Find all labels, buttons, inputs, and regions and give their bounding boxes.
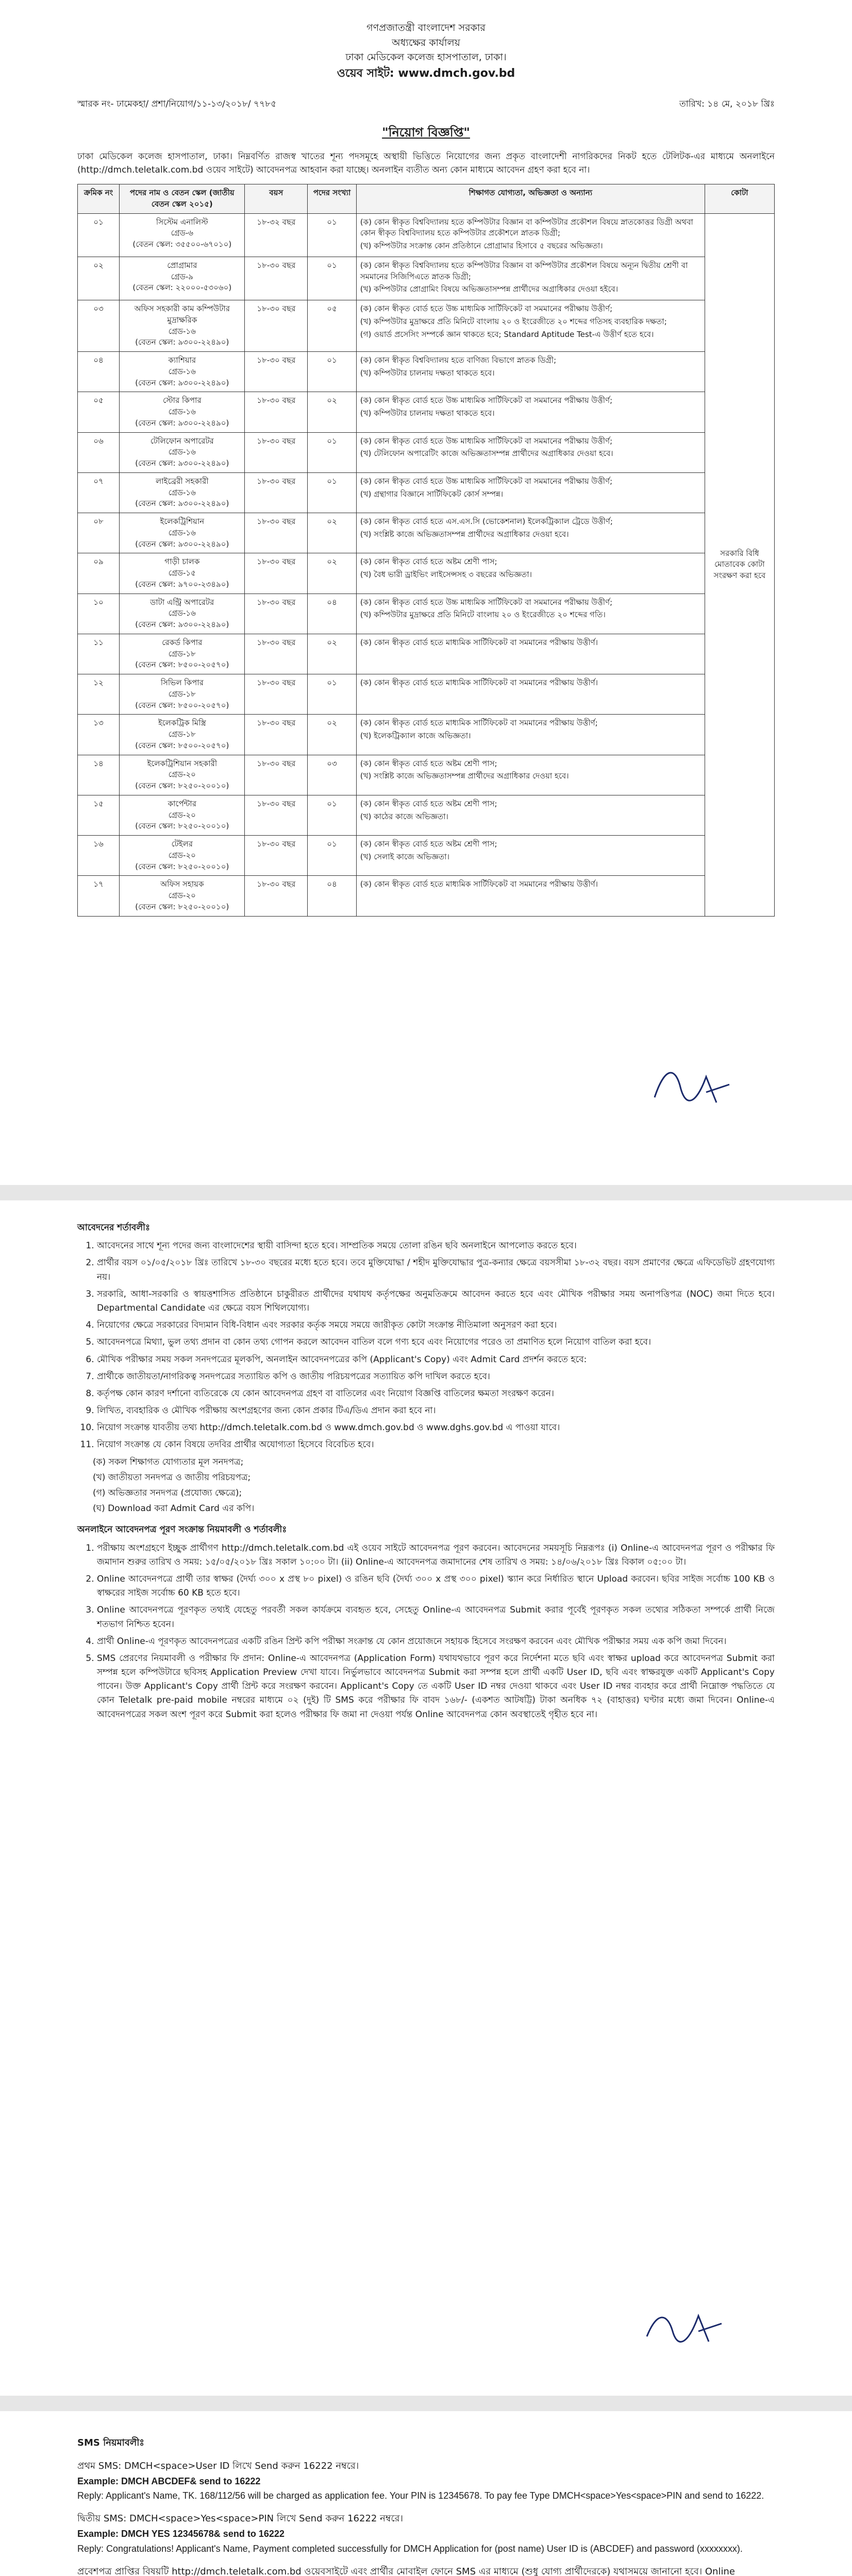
row-serial: ০২ bbox=[78, 257, 120, 300]
row-age: ১৮-৩০ বছর bbox=[245, 876, 308, 916]
sms-step-2 bbox=[77, 2512, 775, 2556]
post-scale: (বেতন স্কেল: ৮৫০০-২০৫৭০) bbox=[135, 700, 229, 710]
post-grade: গ্রেড-৬ bbox=[171, 228, 194, 238]
post-scale: (বেতন স্কেল: ৩৫৫০০-৬৭০১০) bbox=[132, 240, 232, 249]
post-post: ইলেকট্রিক মিস্ত্রি bbox=[158, 718, 206, 728]
table-row bbox=[78, 300, 775, 352]
qualification-line: (খ) সংশ্লিষ্ট কাজে অভিজ্ঞতাসম্পন্ন প্রার্থীদের অগ্রাধিকার দেওয়া হবে। bbox=[360, 771, 569, 781]
condition-item: 7. প্রার্থীকে জাতীয়তা/নাগরিকত্ব সনদপত্রের সত্যায়িত কপি ও জাতীয় পরিচয়পত্রের সত্যায়িত কপি দাখিল করতে হবে। bbox=[97, 1370, 775, 1384]
row-count: ০৪ bbox=[308, 594, 357, 634]
post-grade: গ্রেড-১৬ bbox=[168, 608, 196, 618]
qualification-line: (ক) কোন স্বীকৃত বোর্ড হতে অষ্টম শ্রেণী পাস; bbox=[360, 799, 497, 808]
post-scale: (বেতন স্কেল: ৯৩০০-২২৪৯০) bbox=[135, 337, 229, 347]
row-count: ০২ bbox=[308, 513, 357, 553]
condition-item: 8. কর্তৃপক্ষ কোন কারণ দর্শানো ব্যতিরেকে যে কোন আবেদনপত্র গ্রহণ বা বাতিলের এবং নিয়োগ বিজ্ঞপ্তি বাতিলের ক্ষমতা সংরক্ষণ করেন। bbox=[97, 1387, 775, 1401]
sms-step-2-reply: Reply: Congratulations! Applicant's Name, Payment completed successfully for DMCH Application for (post name) User ID is (ABCDEF) and password (xxxxxxxx). bbox=[77, 2543, 743, 2554]
row-age: ১৮-৩০ বছর bbox=[245, 513, 308, 553]
row-age: ১৮-৩০ বছর bbox=[245, 594, 308, 634]
row-age: ১৮-৩০ বছর bbox=[245, 472, 308, 513]
row-post bbox=[120, 594, 245, 634]
qualification-line: (ক) কোন স্বীকৃত বোর্ড হতে উচ্চ মাধ্যমিক সার্টিফিকেট বা সমমানের পরীক্ষায় উত্তীর্ণ; bbox=[360, 597, 613, 607]
row-qualification bbox=[356, 715, 705, 755]
row-qualification bbox=[356, 594, 705, 634]
post-scale: (বেতন স্কেল: ৯৩০০-২২৪৯০) bbox=[135, 620, 229, 630]
post-grade: গ্রেড-১৬ bbox=[168, 528, 196, 537]
qualification-line: (ক) কোন স্বীকৃত বোর্ড হতে উচ্চ মাধ্যমিক সার্টিফিকেট বা সমমানের পরীক্ষায় উত্তীর্ণ; bbox=[360, 396, 613, 405]
sms-step-2-example: Example: DMCH YES 12345678& send to 16222 bbox=[77, 2528, 285, 2539]
condition-item: 9. লিখিত, ব্যবহারিক ও মৌখিক পরীক্ষায় অংশগ্রহণের জন্য কোন প্রকার টিএ/ডিএ প্রদান করা হবে না। bbox=[97, 1404, 775, 1418]
online-rules-list bbox=[77, 1541, 775, 1722]
row-qualification bbox=[356, 755, 705, 795]
notice-page-1 bbox=[0, 0, 852, 1185]
row-serial: ১২ bbox=[78, 674, 120, 715]
post-scale: (বেতন স্কেল: ৯৩০০-২২৪৯০) bbox=[135, 499, 229, 509]
signature-mark-1 bbox=[644, 1056, 737, 1113]
row-count: ০১ bbox=[308, 432, 357, 472]
table-row bbox=[78, 213, 775, 257]
row-post bbox=[120, 300, 245, 352]
row-age: ১৮-৩০ বছর bbox=[245, 352, 308, 392]
post-scale: (বেতন স্কেল: ২২০০০-৫৩০৬০) bbox=[132, 283, 232, 293]
post-post: প্রোগ্রামার bbox=[167, 260, 197, 270]
table-row bbox=[78, 392, 775, 432]
row-count: ০৪ bbox=[308, 876, 357, 916]
sms-step-1-example: Example: DMCH ABCDEF& send to 16222 bbox=[77, 2476, 261, 2486]
row-qualification bbox=[356, 472, 705, 513]
online-rule-item: 1. পরীক্ষায় অংশগ্রহণে ইচ্ছুক প্রার্থীগণ http://dmch.teletalk.com.bd এই ওয়েব সাইটে আবেদনপত্র পূরণ করবেন। আবেদনের সময়সূচি নিম্নরূপঃ (i) Online-এ আবেদনপত্র পূরণ ও পরীক্ষার ফি জমাদান শুরুর তারিখ ও সময়: ১৫/০৫/২০১৮ খ্রিঃ সকাল ১০:০০ টা। (ii) Online-এ আবেদনপত্র জমাদানের শেষ তারিখ ও সময়: ১৪/০৬/২০১৮ খ্রিঃ বিকাল ০৫:০০ টা। bbox=[97, 1541, 775, 1569]
qualification-line: (ক) কোন স্বীকৃত বোর্ড হতে মাধ্যমিক সার্টিফিকেট বা সমমানের পরীক্ষায় উত্তীর্ণ; bbox=[360, 718, 598, 728]
post-post: লাইব্রেরী সহকারী bbox=[156, 476, 209, 486]
table-row bbox=[78, 432, 775, 472]
row-age: ১৮-৩০ বছর bbox=[245, 674, 308, 715]
notice-title: "নিয়োগ বিজ্ঞপ্তি" bbox=[382, 125, 470, 140]
table-header-cell: কোটা bbox=[705, 184, 774, 214]
row-count: ০২ bbox=[308, 715, 357, 755]
notice-page-3 bbox=[0, 2411, 852, 2576]
row-post bbox=[120, 257, 245, 300]
row-qualification bbox=[356, 674, 705, 715]
post-post: অফিস সহায়ক bbox=[160, 879, 204, 889]
qualification-line: (গ) ওয়ার্ড প্রসেসিং সম্পর্কে জ্ঞান থাকতে হবে; Standard Aptitude Test-এ উত্তীর্ণ হতে হবে। bbox=[360, 329, 654, 339]
govt-line: গণপ্রজাতন্ত্রী বাংলাদেশ সরকার bbox=[366, 22, 486, 33]
post-post: টেলিফোন অপারেটর bbox=[150, 436, 214, 446]
online-rule-item: 3. Online আবেদনপত্রে পূরণকৃত তথ্যই যেহেতু পরবর্তী সকল কার্যক্রমে ব্যবহৃত হবে, সেহেতু Online-এ আবেদনপত্র Submit করার পূর্বেই পূরণকৃত সকল তথ্যের সঠিকতা সম্পর্কে প্রার্থী নিজে শতভাগ নিশ্চিত হবেন। bbox=[97, 1603, 775, 1631]
row-age: ১৮-৩০ বছর bbox=[245, 715, 308, 755]
qualification-line: (খ) ইলেকট্রিক্যাল কাজে অভিজ্ঞতা। bbox=[360, 731, 471, 741]
post-post: স্টোর কিপার bbox=[162, 396, 202, 405]
row-age: ১৮-৩০ বছর bbox=[245, 392, 308, 432]
row-count: ০২ bbox=[308, 634, 357, 674]
post-scale: (বেতন স্কেল: ৮২৫০-২০০১০) bbox=[135, 821, 229, 831]
online-rule-item: 2. Online আবেদনপত্রে প্রার্থী তার স্বাক্ষর (দৈর্ঘ্য ৩০০ x প্রস্থ ৮০ pixel) ও রঙিন ছবি (দৈর্ঘ্য ৩০০ x প্রস্থ ৩০০ pixel) স্ক্যান করে নির্ধারিত স্থানে Upload করবেন। ছবির সাইজ সর্বোচ্চ 100 KB ও স্বাক্ষরের সাইজ সর্বোচ্চ 60 KB হতে হবে। bbox=[97, 1572, 775, 1600]
sms-step-2-label: দ্বিতীয় SMS: DMCH<space>Yes<space>PIN লিখে Send করুন 16222 নম্বরে। bbox=[77, 2513, 403, 2524]
memo-number: স্মারক নং- ঢামেকহা/ প্রশা/নিয়োগ/১১-১৩/২০১৮/ ৭৭৮৫ bbox=[77, 98, 277, 109]
qualification-line: (খ) কম্পিউটার চালনায় দক্ষতা থাকতে হবে। bbox=[360, 368, 495, 378]
row-serial: ০৮ bbox=[78, 513, 120, 553]
table-header-cell: পদের নাম ও বেতন স্কেল (জাতীয় বেতন স্কেল ২০১৫) bbox=[120, 184, 245, 214]
row-count: ০১ bbox=[308, 836, 357, 876]
post-post: ডাটা এন্ট্রি অপারেটর bbox=[150, 597, 214, 607]
row-qualification bbox=[356, 432, 705, 472]
sms-step-1 bbox=[77, 2459, 775, 2503]
post-post: সিস্টেম এনালিস্ট bbox=[156, 217, 208, 227]
row-count: ০৫ bbox=[308, 300, 357, 352]
post-scale: (বেতন স্কেল: ৮২৫০-২০০১০) bbox=[135, 781, 229, 791]
row-post bbox=[120, 715, 245, 755]
post-scale: (বেতন স্কেল: ৮২৫০-২০০১০) bbox=[135, 861, 229, 871]
post-grade: গ্রেড-২০ bbox=[168, 891, 196, 901]
post-post: রেকর্ড কিপার bbox=[162, 637, 203, 647]
qualification-line: (খ) টেলিফোন অপারেটিং কাজে অভিজ্ঞতাসম্পন্ন প্রার্থীদের অগ্রাধিকার দেওয়া হবে। bbox=[360, 449, 613, 459]
memo-row bbox=[77, 97, 775, 112]
notice-page-2 bbox=[0, 1200, 852, 2396]
conditions-section bbox=[77, 1200, 775, 1722]
sms-step-1-label: প্রথম SMS: DMCH<space>User ID লিখে Send করুন 16222 নম্বরে। bbox=[77, 2460, 359, 2471]
row-age: ১৮-৩০ বছর bbox=[245, 634, 308, 674]
qualification-line: (খ) কাঠের কাজে অভিজ্ঞতা। bbox=[360, 811, 448, 821]
row-qualification bbox=[356, 553, 705, 594]
table-row bbox=[78, 472, 775, 513]
conditions-list bbox=[77, 1239, 775, 1452]
row-count: ০১ bbox=[308, 257, 357, 300]
quota-note: সরকারি বিধি মোতাবেক কোটা সংরক্ষণ করা হবে bbox=[705, 213, 774, 916]
qualification-line: (খ) কম্পিউটার সংক্রান্ত কোন প্রতিষ্ঠানে প্রোগ্রামার হিসাবে ৫ বছরের অভিজ্ঞতা। bbox=[360, 241, 603, 251]
row-post bbox=[120, 213, 245, 257]
row-age: ১৮-৩০ বছর bbox=[245, 257, 308, 300]
condition-item: 11. নিয়োগ সংক্রান্ত যে কোন বিষয়ে তদবির প্রার্থীর অযোগ্যতা হিসেবে বিবেচিত হবে। bbox=[97, 1438, 775, 1452]
table-row bbox=[78, 795, 775, 835]
online-rule-item: 5. SMS প্রেরণের নিয়মাবলী ও পরীক্ষার ফি প্রদান: Online-এ আবেদনপত্র (Application Form) যথাযথভাবে পূরণ করে নির্দেশনা মতে ছবি এবং স্বাক্ষর upload করে আবেদনপত্র Submit করা সম্পন্ন হলে কম্পিউটারে ছবিসহ Application Preview দেখা যাবে। নির্ভুলভাবে আবেদনপত্র Submit করা সম্পন্ন হলে প্রার্থী একটি User ID, ছবি এবং স্বাক্ষরযুক্ত একটি Applicant's Copy পাবেন। উক্ত Applicant's Copy প্রার্থী প্রিন্ট করে সংরক্ষণ করবেন। Applicant's Copy তে একটি User ID নম্বর দেওয়া থাকবে এবং User ID নম্বর ব্যবহার করে প্রার্থী নিম্নোক্ত পদ্ধতিতে যে কোন Teletalk pre-paid mobile নম্বরের মাধ্যমে ০২ (দুই) টি SMS করে পরীক্ষার ফি বাবদ ১৬৮/- (একশত আটষট্টি) টাকা অনধিক ৭২ (বাহাত্তর) ঘণ্টার মধ্যে জমা দিবেন। Online-এ আবেদনপত্রের সকল অংশ পূরণ করে Submit করা হলেও পরীক্ষার ফি জমা না দেওয়া পর্যন্ত Online আবেদনপত্র কোন অবস্থাতেই গৃহীত হবে না। bbox=[97, 1652, 775, 1722]
table-header-cell: শিক্ষাগত যোগ্যতা, অভিজ্ঞতা ও অন্যান্য bbox=[356, 184, 705, 214]
table-row bbox=[78, 553, 775, 594]
row-count: ০২ bbox=[308, 392, 357, 432]
row-count: ০৩ bbox=[308, 755, 357, 795]
row-serial: ০৪ bbox=[78, 352, 120, 392]
condition-item: 6. মৌখিক পরীক্ষার সময় সকল সনদপত্রের মূলকপি, অনলাইন আবেদনপত্রের কপি (Applicant's Copy) এবং Admit Card প্রদর্শন করতে হবে: bbox=[97, 1353, 775, 1367]
post-post: ইলেকট্রিশিয়ান bbox=[160, 517, 205, 527]
post-post: সিভিল কিপার bbox=[160, 678, 204, 688]
row-post bbox=[120, 432, 245, 472]
memo-date: তারিখ: ১৪ মে, ২০১৮ খ্রিঃ bbox=[679, 98, 775, 109]
row-serial: ১৩ bbox=[78, 715, 120, 755]
post-grade: গ্রেড-১৮ bbox=[168, 730, 196, 739]
row-post bbox=[120, 755, 245, 795]
row-serial: ১৫ bbox=[78, 795, 120, 835]
qualification-line: (ক) কোন স্বীকৃত বোর্ড হতে উচ্চ মাধ্যমিক সার্টিফিকেট বা সমমানের পরীক্ষায় উত্তীর্ণ; bbox=[360, 476, 613, 486]
row-post bbox=[120, 876, 245, 916]
post-scale: (বেতন স্কেল: ৯৩০০-২২৪৯০) bbox=[135, 539, 229, 549]
row-serial: ০৬ bbox=[78, 432, 120, 472]
qualification-line: (খ) কম্পিউটার চালনায় দক্ষতা থাকতে হবে। bbox=[360, 409, 495, 418]
online-heading: অনলাইনে আবেদনপত্র পূরণ সংক্রান্ত নিয়মাবলী ও শর্তাবলীঃ bbox=[77, 1524, 287, 1535]
row-qualification bbox=[356, 513, 705, 553]
condition-sub-item: (গ) অভিজ্ঞতার সনদপত্র (প্রযোজ্য ক্ষেত্রে); bbox=[93, 1488, 242, 1498]
table-row bbox=[78, 257, 775, 300]
qualification-line: (ক) কোন স্বীকৃত বোর্ড হতে অষ্টম শ্রেণী পাস; bbox=[360, 758, 497, 768]
qualification-line: (ক) কোন স্বীকৃত বোর্ড হতে এস.এস.সি (ভোকেশনাল) ইলেকট্রিক্যাল ট্রেডে উত্তীর্ণ; bbox=[360, 517, 613, 527]
qualification-line: (ক) কোন স্বীকৃত বোর্ড হতে অষ্টম শ্রেণী পাস; bbox=[360, 557, 497, 567]
post-post: টেইলর bbox=[171, 839, 193, 849]
row-qualification bbox=[356, 836, 705, 876]
table-row bbox=[78, 352, 775, 392]
row-post bbox=[120, 795, 245, 835]
row-age: ১৮-৩০ বছর bbox=[245, 553, 308, 594]
row-age: ১৮-৩০ বছর bbox=[245, 836, 308, 876]
post-scale: (বেতন স্কেল: ৯৩০০-২২৪৯০) bbox=[135, 378, 229, 387]
row-post bbox=[120, 634, 245, 674]
table-row bbox=[78, 715, 775, 755]
table-row bbox=[78, 836, 775, 876]
row-serial: ০১ bbox=[78, 213, 120, 257]
qualification-line: (খ) কম্পিউটার প্রোগ্রামিং বিষয়ে অভিজ্ঞতাসম্পন্ন প্রার্থীদের অগ্রাধিকার দেওয়া হইবে। bbox=[360, 284, 619, 294]
qualification-line: (খ) গ্রন্থাগার বিজ্ঞানে সার্টিফিকেট কোর্স সম্পন্ন। bbox=[360, 489, 504, 499]
row-qualification bbox=[356, 392, 705, 432]
row-age: ১৮-৩২ বছর bbox=[245, 213, 308, 257]
qualification-line: (ক) কোন স্বীকৃত বিশ্ববিদ্যালয় হতে কম্পিউটার বিজ্ঞান বা কম্পিউটার প্রকৌশল বিষয়ে স্নাতকোত্তর ডিগ্রী অথবা কোন স্বীকৃত বিশ্ববিদ্যালয় হতে কম্পিউটার প্রকৌশলে স্নাতক ডিগ্রী; bbox=[360, 217, 693, 238]
table-row bbox=[78, 634, 775, 674]
table-row bbox=[78, 594, 775, 634]
qualification-line: (ক) কোন স্বীকৃত বিশ্ববিদ্যালয় হতে বাণিজ্য বিভাগে স্নাতক ডিগ্রী; bbox=[360, 355, 557, 365]
post-scale: (বেতন স্কেল: ৮২৫০-২০০১০) bbox=[135, 902, 229, 911]
table-row bbox=[78, 755, 775, 795]
row-age: ১৮-৩০ বছর bbox=[245, 300, 308, 352]
post-grade: গ্রেড-২০ bbox=[168, 810, 196, 820]
qualification-line: (ক) কোন স্বীকৃত বোর্ড হতে উচ্চ মাধ্যমিক সার্টিফিকেট বা সমমানের পরীক্ষায় উত্তীর্ণ; bbox=[360, 436, 613, 446]
qualification-line: (ক) কোন স্বীকৃত বিশ্ববিদ্যালয় হতে কম্পিউটার বিজ্ঞান বা কম্পিউটার প্রকৌশল বিষয়ে অন্যূন দ্বিতীয় শ্রেণী বা সমমানের সিজিপিএতে স্নাতক ডিগ্রী; bbox=[360, 260, 688, 281]
row-serial: ০৯ bbox=[78, 553, 120, 594]
condition-item: 3. সরকারি, আধা-সরকারি ও স্বায়ত্তশাসিত প্রতিষ্ঠানে চাকুরীরত প্রার্থীদের যথাযথ কর্তৃপক্ষের অনুমতিক্রমে আবেদন করতে হবে এবং মৌখিক পরীক্ষার সময় অনাপত্তিপত্র (NOC) জমা দিতে হবে। Departmental Candidate এর ক্ষেত্রে বয়স শিথিলযোগ্য। bbox=[97, 1287, 775, 1315]
qualification-line: (ক) কোন স্বীকৃত বোর্ড হতে মাধ্যমিক সার্টিফিকেট বা সমমানের পরীক্ষায় উত্তীর্ণ। bbox=[360, 637, 598, 647]
row-qualification bbox=[356, 257, 705, 300]
row-serial: ১৬ bbox=[78, 836, 120, 876]
post-scale: (বেতন স্কেল: ৯৩০০-২২৪৯০) bbox=[135, 418, 229, 428]
row-qualification bbox=[356, 795, 705, 835]
row-serial: ০৫ bbox=[78, 392, 120, 432]
signature-mark-2 bbox=[639, 2298, 732, 2354]
qualification-line: (ক) কোন স্বীকৃত বোর্ড হতে মাধ্যমিক সার্টিফিকেট বা সমমানের পরীক্ষায় উত্তীর্ণ। bbox=[360, 678, 598, 688]
row-qualification bbox=[356, 634, 705, 674]
post-grade: গ্রেড-১৬ bbox=[168, 366, 196, 376]
post-grade: গ্রেড-১৮ bbox=[168, 649, 196, 658]
post-scale: (বেতন স্কেল: ৯৭০০-২৩৪৯০) bbox=[135, 579, 229, 589]
post-grade: গ্রেড-১৬ bbox=[168, 326, 196, 336]
institution-line: ঢাকা মেডিকেল কলেজ হাসপাতাল, ঢাকা। bbox=[345, 52, 507, 63]
row-post bbox=[120, 513, 245, 553]
condition-item: 4. নিয়োগের ক্ষেত্রে সরকারের বিদ্যমান বিধি-বিধান এবং সরকার কর্তৃক সময়ে সময়ে জারীকৃত কোটা সংক্রান্ত নীতিমালা অনুসরণ করা হবে। bbox=[97, 1318, 775, 1332]
conditions-heading: আবেদনের শর্তাবলীঃ bbox=[77, 1223, 151, 1233]
post-grade: গ্রেড-৯ bbox=[171, 272, 194, 281]
table-header-cell: ক্রমিক নং bbox=[78, 184, 120, 214]
row-count: ০১ bbox=[308, 674, 357, 715]
qualification-line: (খ) বৈধ ভারী ড্রাইভিং লাইসেন্সসহ ৩ বছরের অভিজ্ঞতা। bbox=[360, 570, 532, 580]
qualification-line: (খ) কম্পিউটার মুদ্রাক্ষরে প্রতি মিনিটে বাংলায় ২০ ও ইংরেজীতে ২০ শব্দের গতিসহ ব্যবহারিক দক্ষতা; bbox=[360, 316, 667, 326]
row-serial: ০৭ bbox=[78, 472, 120, 513]
table-row bbox=[78, 876, 775, 916]
row-qualification bbox=[356, 876, 705, 916]
row-count: ০১ bbox=[308, 352, 357, 392]
condition-item: 5. আবেদনপত্রে মিথ্যা, ভুল তথ্য প্রদান বা কোন তথ্য গোপন করলে আবেদন বাতিল বলে গণ্য হবে এবং নিয়োগের পরেও তা প্রমাণিত হলে নিয়োগ বাতিল করা হবে। bbox=[97, 1335, 775, 1349]
condition-item: 1. আবেদনের সাথে শূন্য পদের জন্য বাংলাদেশের স্থায়ী বাসিন্দা হতে হবে। সাম্প্রতিক সময়ে তোলা রঙিন ছবি অনলাইনে আপলোড করতে হবে। bbox=[97, 1239, 775, 1253]
row-age: ১৮-৩০ বছর bbox=[245, 795, 308, 835]
office-line: অধ্যক্ষের কার্যালয় bbox=[392, 37, 460, 48]
admit-note: প্রবেশপত্র প্রাপ্তির বিষয়টি http://dmch.teletalk.com.bd ওয়েবসাইটে এবং প্রার্থীর মোবাইল ফোনে SMS এর মাধ্যমে (শুধু যোগ্য প্রার্থীদেরকে) যথাসময়ে জানানো হবে। Online bbox=[77, 2566, 735, 2576]
table-header-cell: পদের সংখ্যা bbox=[308, 184, 357, 214]
post-post: ইলেকট্রিশিয়ান সহকারী bbox=[147, 758, 218, 768]
condition-sub-item: (ঘ) Download করা Admit Card এর কপি। bbox=[93, 1503, 255, 1514]
row-serial: ১৭ bbox=[78, 876, 120, 916]
table-body bbox=[78, 213, 775, 916]
post-grade: গ্রেড-১৬ bbox=[168, 487, 196, 497]
qualification-line: (খ) সংশ্লিষ্ট কাজে অভিজ্ঞতাসম্পন্ন প্রার্থীদের অগ্রাধিকার দেওয়া হবে। bbox=[360, 529, 569, 539]
letterhead bbox=[77, 0, 775, 82]
row-age: ১৮-৩০ বছর bbox=[245, 755, 308, 795]
row-serial: ১০ bbox=[78, 594, 120, 634]
row-post bbox=[120, 553, 245, 594]
notice-intro: ঢাকা মেডিকেল কলেজ হাসপাতাল, ঢাকা। নিম্নবর্ণিত রাজস্ব খাতের শূন্য পদসমূহে অস্থায়ী ভিত্তিতে নিয়োগের জন্য প্রকৃত বাংলাদেশী নাগরিকদের নিকট হতে টেলিটক-এর মাধ্যমে অনলাইনে (http://dmch.teletalk.com.bd ওয়েব সাইটে) আবেদনপত্র আহবান করা যাচ্ছে। অনলাইন ব্যতীত অন্য কোন মাধ্যমে আবেদন গ্রহণ করা হবে না। bbox=[77, 151, 775, 175]
table-header-cell: বয়স bbox=[245, 184, 308, 214]
row-post bbox=[120, 836, 245, 876]
post-grade: গ্রেড-২০ bbox=[168, 850, 196, 860]
row-age: ১৮-৩০ বছর bbox=[245, 432, 308, 472]
row-post bbox=[120, 392, 245, 432]
post-post: অফিস সহকারী কাম কম্পিউটার মুদ্রাক্ষরিক bbox=[134, 304, 230, 325]
qualification-line: (ক) কোন স্বীকৃত বোর্ড হতে অষ্টম শ্রেণী পাস; bbox=[360, 839, 497, 849]
post-post: কার্পেন্টার bbox=[168, 799, 197, 808]
row-serial: ১৪ bbox=[78, 755, 120, 795]
sms-section bbox=[77, 2411, 775, 2576]
table-row bbox=[78, 674, 775, 715]
post-scale: (বেতন স্কেল: ৯৩০০-২২৪৯০) bbox=[135, 459, 229, 468]
condition-sub-item: (খ) জাতীয়তা সনদপত্র ও জাতীয় পরিচয়পত্র; bbox=[93, 1472, 251, 1483]
post-scale: (বেতন স্কেল: ৮৫০০-২০৫৭০) bbox=[135, 660, 229, 670]
qualification-line: (ক) কোন স্বীকৃত বোর্ড হতে মাধ্যমিক সার্টিফিকেট বা সমমানের পরীক্ষায় উত্তীর্ণ। bbox=[360, 879, 598, 889]
qualification-line: (খ) সেলাই কাজে অভিজ্ঞতা। bbox=[360, 852, 450, 861]
sms-heading: SMS নিয়মাবলীঃ bbox=[77, 2437, 144, 2448]
row-count: ০১ bbox=[308, 213, 357, 257]
post-scale: (বেতন স্কেল: ৮৫০০-২০৫৭০) bbox=[135, 740, 229, 750]
table-row bbox=[78, 513, 775, 553]
row-serial: ১১ bbox=[78, 634, 120, 674]
row-qualification bbox=[356, 352, 705, 392]
post-grade: গ্রেড-১৮ bbox=[168, 689, 196, 699]
post-post: গাড়ী চালক bbox=[164, 557, 200, 567]
condition-item: 10. নিয়োগ সংক্রান্ত যাবতীয় তথ্য http://dmch.teletalk.com.bd ও www.dmch.gov.bd ও www.dghs.gov.bd এ পাওয়া যাবে। bbox=[97, 1421, 775, 1435]
qualification-line: (খ) কম্পিউটার মুদ্রাক্ষরে প্রতি মিনিটে বাংলায় ২০ ও ইংরেজীতে ২০ শব্দের গতি। bbox=[360, 610, 606, 620]
posts-table bbox=[77, 184, 775, 917]
qualification-line: (ক) কোন স্বীকৃত বোর্ড হতে উচ্চ মাধ্যমিক সার্টিফিকেট বা সমমানের পরীক্ষায় উত্তীর্ণ; bbox=[360, 304, 613, 314]
sms-step-1-reply: Reply: Applicant's Name, TK. 168/112/56 will be charged as application fee. Your PIN is 12345678. To pay fee Type DMCH<space>Yes<space>PIN and send to 16222. bbox=[77, 2490, 764, 2501]
conditions-sub-list bbox=[77, 1455, 775, 1516]
condition-item: 2. প্রার্থীর বয়স ০১/০৫/২০১৮ খ্রিঃ তারিখে ১৮-৩০ বছরের মধ্যে হতে হবে। তবে মুক্তিযোদ্ধা / শহীদ মুক্তিযোদ্ধার পুত্র-কন্যার ক্ষেত্রে বয়সসীমা ১৮-৩২ বছর। বয়স প্রমাণের ক্ষেত্রে এফিডেভিট গ্রহণযোগ্য নয়। bbox=[97, 1256, 775, 1284]
row-post bbox=[120, 472, 245, 513]
row-qualification bbox=[356, 213, 705, 257]
row-post bbox=[120, 352, 245, 392]
post-grade: গ্রেড-১৬ bbox=[168, 407, 196, 417]
online-rule-item: 4. প্রার্থী Online-এ পূরণকৃত আবেদনপত্রের একটি রঙিন প্রিন্ট কপি পরীক্ষা সংক্রান্ত যে কোন প্রয়োজনে সহায়ক হিসেবে সংরক্ষণ করবেন এবং মৌখিক পরীক্ষার সময় এক কপি জমা দিবেন। bbox=[97, 1635, 775, 1649]
website-line: ওয়েব সাইট: www.dmch.gov.bd bbox=[337, 66, 515, 80]
post-grade: গ্রেড-১৫ bbox=[168, 568, 196, 578]
row-count: ০২ bbox=[308, 553, 357, 594]
row-qualification bbox=[356, 300, 705, 352]
post-post: ক্যাশিয়ার bbox=[168, 355, 196, 365]
row-serial: ০৩ bbox=[78, 300, 120, 352]
post-grade: গ্রেড-২০ bbox=[168, 770, 196, 779]
row-post bbox=[120, 674, 245, 715]
row-count: ০১ bbox=[308, 795, 357, 835]
post-grade: গ্রেড-১৬ bbox=[168, 447, 196, 457]
table-header-row bbox=[78, 184, 775, 214]
row-count: ০১ bbox=[308, 472, 357, 513]
condition-sub-item: (ক) সকল শিক্ষাগত যোগ্যতার মূল সনদপত্র; bbox=[93, 1456, 244, 1467]
